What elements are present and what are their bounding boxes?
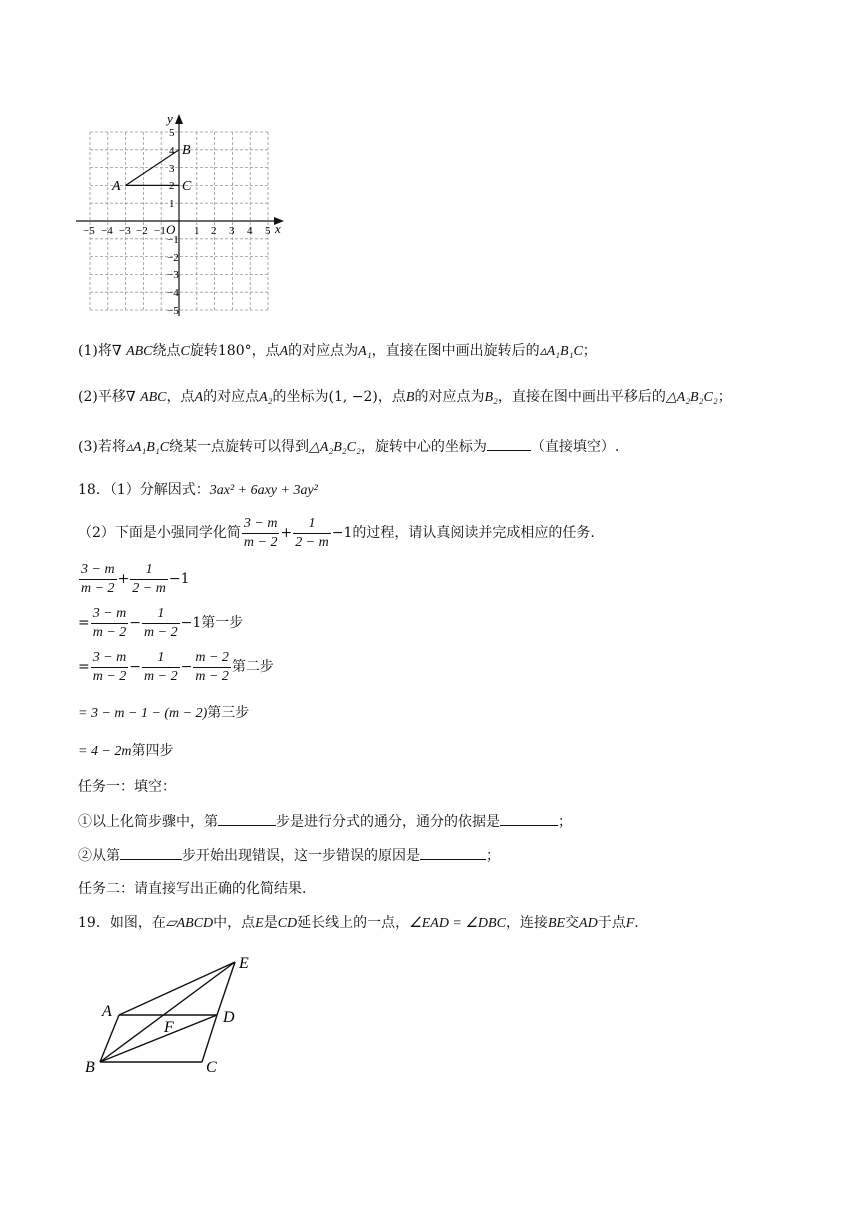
nabla-icon: ∇ <box>125 389 141 405</box>
q17-part1: (1)将∇ ABC绕点C旋转180°，点A的对应点为A₁，直接在图中画出旋转后的▵A₁B₁C； <box>78 343 597 359</box>
x-tick: −2 <box>136 225 148 237</box>
q17-part2: (2)平移∇ ABC，点A的对应点A₂的坐标为(1, −2)，点B的对应点为B₂，直接在图中画出平移后的△A₂B₂C₂； <box>78 389 732 405</box>
answer-blank[interactable] <box>218 811 276 826</box>
x-tick: −3 <box>119 225 131 237</box>
fraction: $\frac{3 - m}{m - 2}$ <box>92 605 127 640</box>
y-tick: 4 <box>169 145 175 157</box>
q18-step1: = $\frac{3 - m}{m - 2}$ − $\frac{1}{m - 2}$ −1第一步 <box>78 605 244 640</box>
q18-part1: 18．（1）分解因式：3ax² + 6axy + 3ay² <box>78 482 318 498</box>
fraction: $\frac{3 - m}{m - 2}$ <box>81 561 115 596</box>
fraction: $\frac{1}{m - 2}$ <box>144 649 178 684</box>
q18-task2: 任务二：请直接写出正确的化简结果. <box>78 881 307 897</box>
q18-task1-heading: 任务一：填空： <box>78 779 176 795</box>
vertex-label-b: B <box>85 1059 95 1076</box>
x-axis-label: x <box>275 221 281 236</box>
fraction: $\frac{1}{2 - m}$ <box>132 561 166 596</box>
origin-label: O <box>166 222 176 237</box>
vertex-label-c: C <box>206 1059 217 1076</box>
y-tick: −4 <box>167 287 179 299</box>
x-tick: 4 <box>247 225 253 237</box>
q18-task1-item1: ①以上化简步骤中，第 步是进行分式的通分，通分的依据是 ； <box>78 811 572 832</box>
q17-part3: (3)若将▵A₁B₁C绕某一点旋转可以得到△A₂B₂C₂，旋转中心的坐标为 （直接填空）. <box>78 436 619 458</box>
y-axis-label: y <box>167 112 173 126</box>
vertex-label-a: A <box>102 1003 112 1020</box>
figure-lines <box>100 962 235 1062</box>
answer-blank[interactable] <box>420 845 486 860</box>
answer-blank[interactable] <box>120 845 182 860</box>
point-label-c: C <box>182 179 192 194</box>
y-tick: 2 <box>169 180 175 192</box>
q19-text: 19．如图，在▱ABCD中，点E是CD延长线上的一点，∠EAD = ∠DBC，连接BE交AD于点F. <box>78 915 639 931</box>
coordinate-grid-figure <box>70 112 290 322</box>
y-tick: −5 <box>167 305 179 317</box>
x-tick: 3 <box>229 225 235 237</box>
answer-blank[interactable] <box>500 811 558 826</box>
fraction: $\frac{3 - m}{m - 2}$ <box>92 649 127 684</box>
y-tick: 3 <box>169 163 175 175</box>
y-tick: −2 <box>167 252 179 264</box>
nabla-icon: ∇ <box>111 343 127 359</box>
fraction: $\frac{1}{2 - m}$ <box>295 515 329 550</box>
x-tick: −1 <box>154 225 166 237</box>
q18-step4: = 4 − 2m第四步 <box>78 743 174 759</box>
q18-expression-start: $\frac{3 - m}{m - 2}$ + $\frac{1}{2 - m}$ −1 <box>81 561 190 596</box>
q18-step2: = $\frac{3 - m}{m - 2}$ − $\frac{1}{m - 2}$ − $\frac{m - 2}{m - 2}$ 第二步 <box>78 649 274 684</box>
fraction: $\frac{m - 2}{m - 2}$ <box>195 649 229 684</box>
y-tick: −1 <box>167 234 179 246</box>
fraction: $\frac{3 - m}{m - 2}$ <box>243 515 278 550</box>
x-tick: −5 <box>83 225 95 237</box>
answer-blank[interactable] <box>487 436 531 451</box>
y-tick: 1 <box>169 198 175 210</box>
y-tick: −3 <box>167 269 179 281</box>
q18-part2-intro: （2）下面是小强同学化简 $\frac{3 - m}{m - 2}$ + $\frac{1}{2 - m}$ −1的过程，请认真阅读并完成相应的任务. <box>78 515 595 550</box>
parallelogram-figure <box>80 950 280 1080</box>
x-tick: 2 <box>211 225 217 237</box>
x-tick: −4 <box>101 225 113 237</box>
vertex-label-d: D <box>223 1009 235 1026</box>
y-axis-arrow <box>175 114 183 124</box>
y-tick: 5 <box>169 127 175 139</box>
vertex-label-e: E <box>239 955 249 972</box>
fraction: $\frac{1}{m - 2}$ <box>144 605 178 640</box>
x-tick: 5 <box>265 225 271 237</box>
point-label-b: B <box>182 143 191 158</box>
point-label-f: F <box>164 1019 174 1036</box>
point-label-a: A <box>112 179 121 194</box>
x-tick: 1 <box>194 225 200 237</box>
q18-step3: = 3 − m − 1 − (m − 2)第三步 <box>78 705 250 721</box>
q18-task1-item2: ②从第 步开始出现错误，这一步错误的原因是 ； <box>78 845 500 866</box>
